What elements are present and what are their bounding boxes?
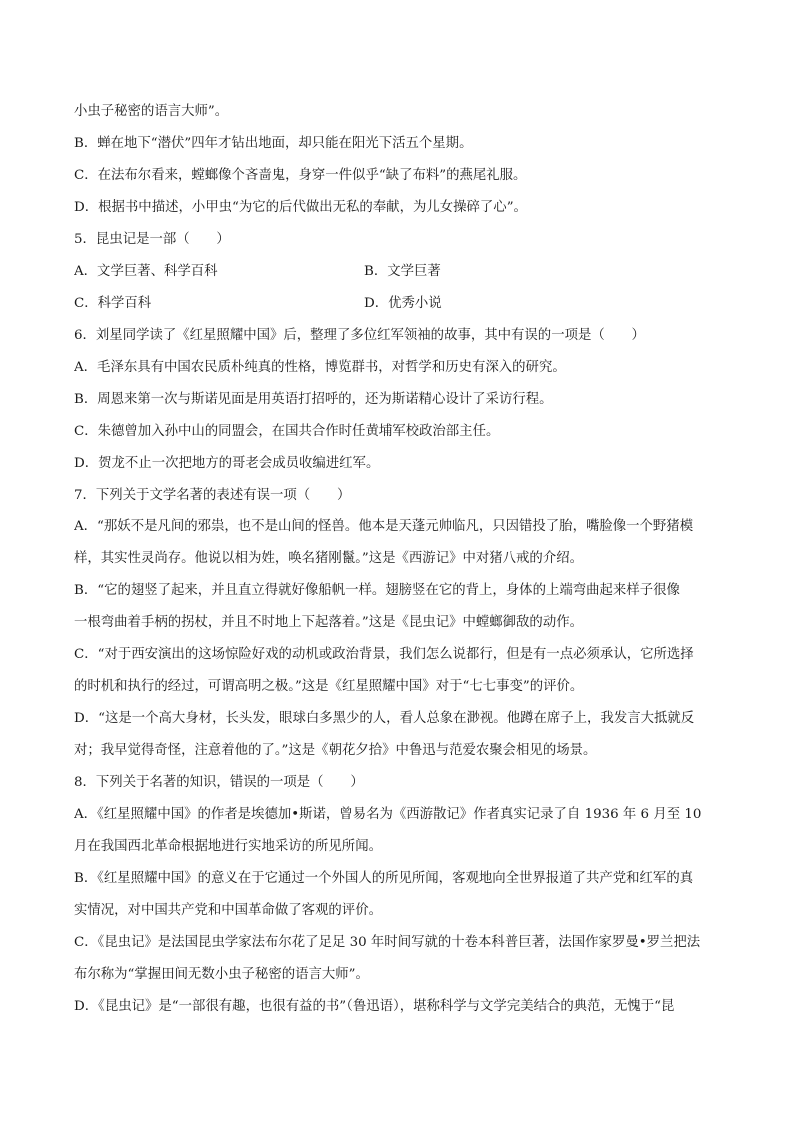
option-b: B．《红星照耀中国》的意义在于它通过一个外国人的所见所闻，客观地向全世界报道了共产党和红军的真 <box>74 871 694 886</box>
question-5: 5．昆虫记是一部（ ） <box>74 232 230 247</box>
option-b: B．周恩来第一次与斯诺见面是用英语打招呼的，还为斯诺精心设计了采访行程。 <box>74 392 553 407</box>
option-d: D．优秀小说 <box>364 296 442 311</box>
option-c: C．在法布尔看来，螳螂像个吝啬鬼，身穿一件似乎“缺了布料”的燕尾礼服。 <box>74 168 527 183</box>
option-a-cont: 样，其实性灵尚存。他说以相为姓，唤名猪刚鬣。”这是《西游记》中对猪八戒的介绍。 <box>74 551 583 566</box>
option-a: A．《红星照耀中国》的作者是埃德加•斯诺，曾易名为《西游散记》作者真实记录了自 1936 年 6 月至 10 <box>74 807 702 822</box>
option-b: B．蝉在地下“潜伏”四年才钻出地面，却只能在阳光下活五个星期。 <box>74 136 473 151</box>
option-d: D．贺龙不止一次把地方的哥老会成员收编进红军。 <box>74 456 380 471</box>
option-d: D．“这是一个高大身材，长头发，眼球白多黑少的人，看人总象在渺视。他蹲在席子上，我发言大抵就反 <box>74 711 695 726</box>
question-7: 7．下列关于文学名著的表述有误一项（ ） <box>74 488 351 503</box>
option-b: B．文学巨著 <box>364 264 441 279</box>
option-a: A．文学巨著、科学百科 <box>74 264 218 279</box>
question-8: 8．下列关于名著的知识，错误的一项是（ ） <box>74 775 364 790</box>
option-d: D．《昆虫记》是“一部很有趣，也很有益的书”（鲁迅语），堪称科学与文学完美结合的典范，无愧于“昆 <box>74 999 675 1014</box>
text-line: 小虫子秘密的语言大师”。 <box>74 104 229 119</box>
option-b: B．“它的翅竖了起来，并且直立得就好像船帆一样。翅膀竖在它的背上，身体的上端弯曲起来样子很像 <box>74 583 680 598</box>
option-a: A．“那妖不是凡间的邪祟，也不是山间的怪兽。他本是天蓬元帅临凡，只因错投了胎，嘴脸像一个野猪模 <box>74 519 694 534</box>
option-b-cont: 实情况，对中国共产党和中国革命做了客观的评价。 <box>74 903 382 918</box>
option-c: C．《昆虫记》是法国昆虫学家法布尔花了足足 30 年时间写就的十卷本科普巨著，法国作家罗曼•罗兰把法 <box>74 935 701 950</box>
option-c-cont: 布尔称为“掌握田间无数小虫子秘密的语言大师”。 <box>74 967 369 982</box>
option-a-cont: 月在我国西北革命根据地进行实地采访的所见所闻。 <box>74 839 382 854</box>
option-a: A．毛泽东具有中国农民质朴纯真的性格，博览群书，对哲学和历史有深入的研究。 <box>74 360 566 375</box>
option-b-cont: 一根弯曲着手柄的拐杖，并且不时地上下起落着。”这是《昆虫记》中螳螂御敌的动作。 <box>74 615 583 630</box>
option-d-cont: 对；我早觉得奇怪，注意着他的了。”这是《朝花夕拾》中鲁迅与范爱农聚会相见的场景。 <box>74 743 597 758</box>
option-c: C．朱德曾加入孙中山的同盟会，在国共合作时任黄埔军校政治部主任。 <box>74 424 500 439</box>
option-d: D．根据书中描述，小甲虫“为它的后代做出无私的奉献，为儿女操碎了心”。 <box>74 200 527 215</box>
option-c: C．“对于西安演出的这场惊险好戏的动机或政治背景，我们怎么说都行，但是有一点必须承认，它所选择 <box>74 647 694 662</box>
option-c-cont: 的时机和执行的经过，可谓高明之极。”这是《红星照耀中国》对于“七七事变”的评价。 <box>74 679 584 694</box>
question-6: 6．刘星同学读了《红星照耀中国》后，整理了多位红军领袖的故事，其中有误的一项是（ ） <box>74 328 645 343</box>
option-c: C．科学百科 <box>74 296 152 311</box>
